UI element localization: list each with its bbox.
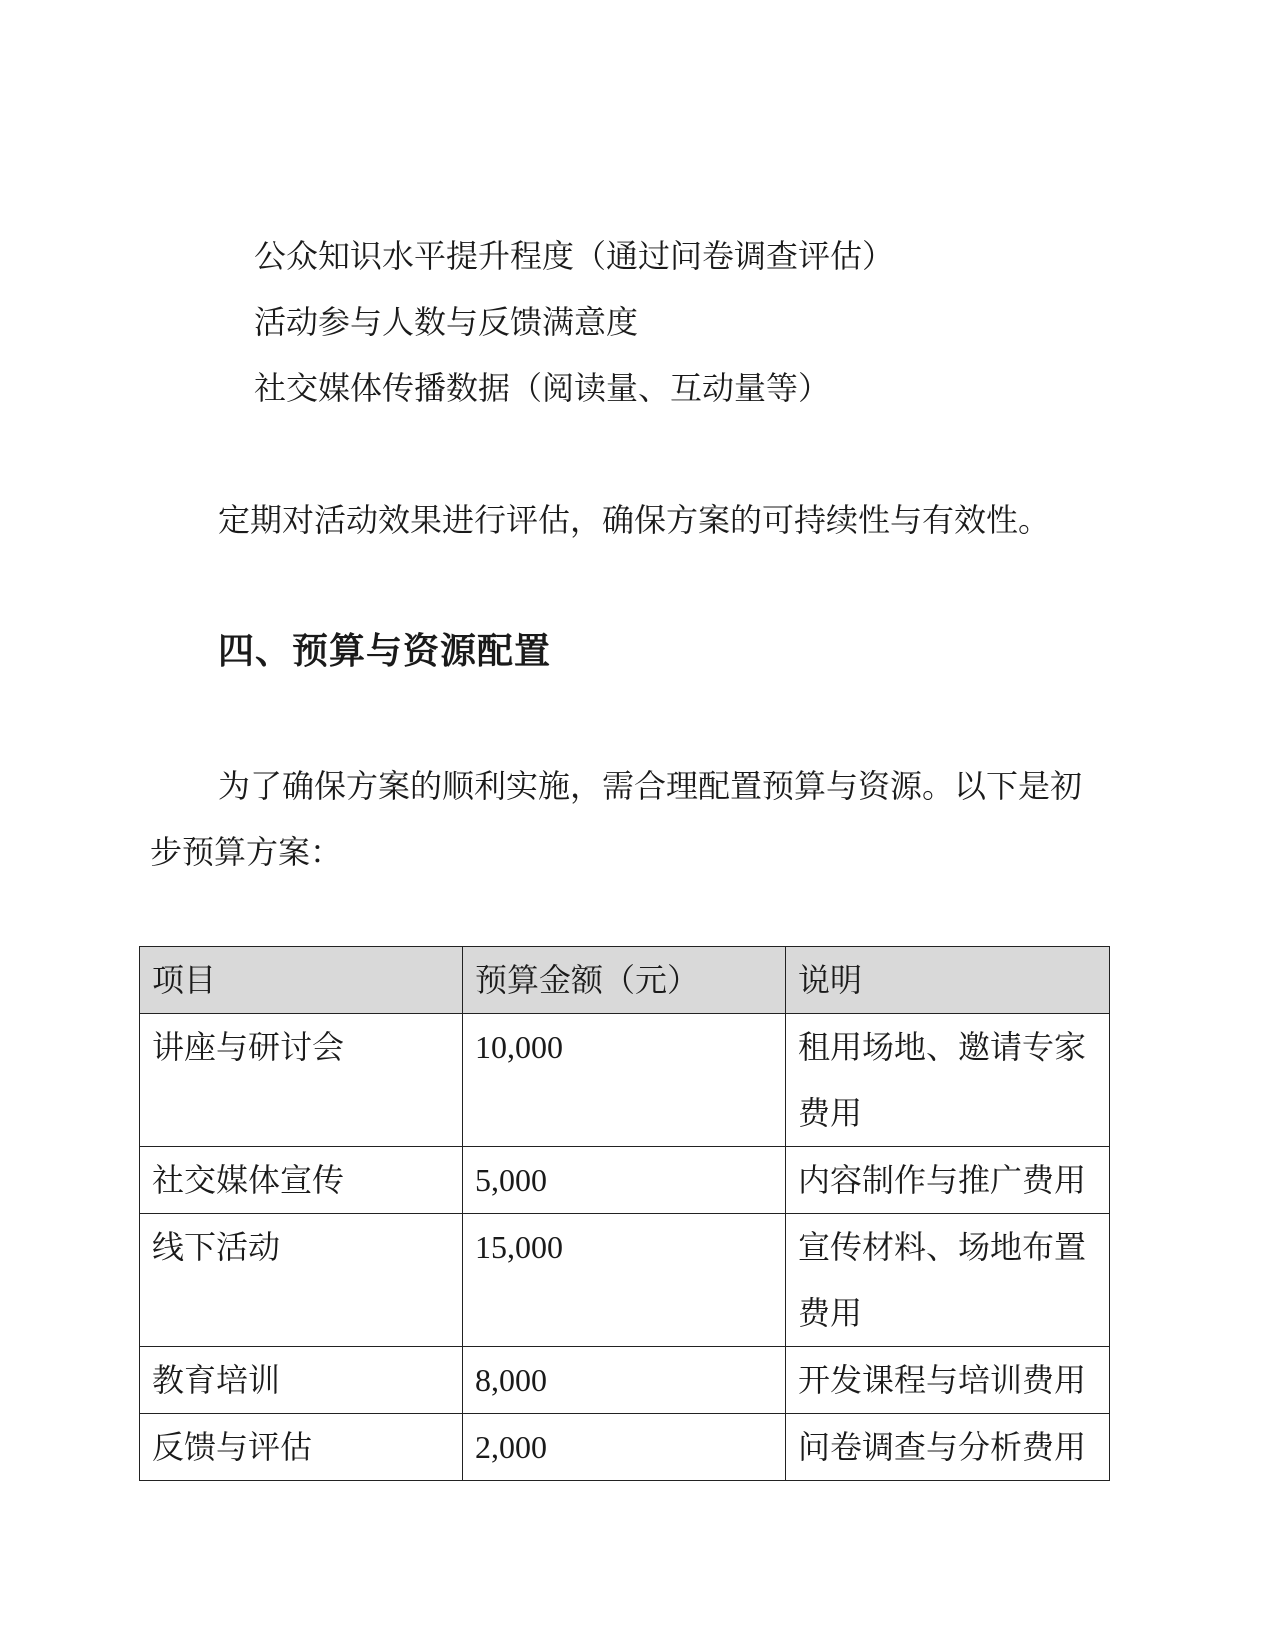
- cell-amount: 8,000: [463, 1347, 786, 1414]
- cell-description: [786, 1014, 1110, 1147]
- header-item: 项目: [140, 947, 463, 1014]
- cell-description: 内容制作与推广费用: [786, 1147, 1110, 1214]
- cell-description-line: 费用: [798, 1094, 863, 1132]
- table-row: [140, 1214, 1110, 1347]
- intro-paragraph-line-1: 为了确保方案的顺利实施，需合理配置预算与资源。以下是初: [218, 767, 1083, 805]
- table-row: [140, 1147, 1110, 1214]
- cell-amount: 15,000: [463, 1214, 786, 1347]
- indicator-item: 活动参与人数与反馈满意度: [254, 303, 639, 341]
- cell-description-line: 费用: [798, 1294, 863, 1332]
- cell-item: 线下活动: [140, 1214, 463, 1347]
- cell-amount: 10,000: [463, 1014, 786, 1147]
- cell-amount: 2,000: [463, 1414, 786, 1481]
- cell-description: 开发课程与培训费用: [786, 1347, 1110, 1414]
- intro-paragraph-line-2: 步预算方案：: [150, 833, 343, 871]
- table-row: [140, 1014, 1110, 1147]
- cell-item: 教育培训: [140, 1347, 463, 1414]
- cell-item: 社交媒体宣传: [140, 1147, 463, 1214]
- indicator-item: 社交媒体传播数据（阅读量、互动量等）: [254, 369, 831, 407]
- section-heading: 四、预算与资源配置: [218, 631, 552, 672]
- budget-table: [139, 946, 1110, 1481]
- header-description: 说明: [786, 947, 1110, 1014]
- cell-description-line: 宣传材料、场地布置: [798, 1228, 1087, 1266]
- indicator-item: 公众知识水平提升程度（通过问卷调查评估）: [254, 237, 895, 275]
- cell-description: 问卷调查与分析费用: [786, 1414, 1110, 1481]
- header-amount: 预算金额（元）: [463, 947, 786, 1014]
- cell-item: 讲座与研讨会: [140, 1014, 463, 1147]
- cell-description-line: 租用场地、邀请专家: [798, 1028, 1087, 1066]
- table-row: [140, 1414, 1110, 1481]
- table-row: [140, 1347, 1110, 1414]
- cell-description: [786, 1214, 1110, 1347]
- evaluation-note: 定期对活动效果进行评估，确保方案的可持续性与有效性。: [218, 501, 1051, 539]
- cell-amount: 5,000: [463, 1147, 786, 1214]
- cell-item: 反馈与评估: [140, 1414, 463, 1481]
- table-header-row: [140, 947, 1110, 1014]
